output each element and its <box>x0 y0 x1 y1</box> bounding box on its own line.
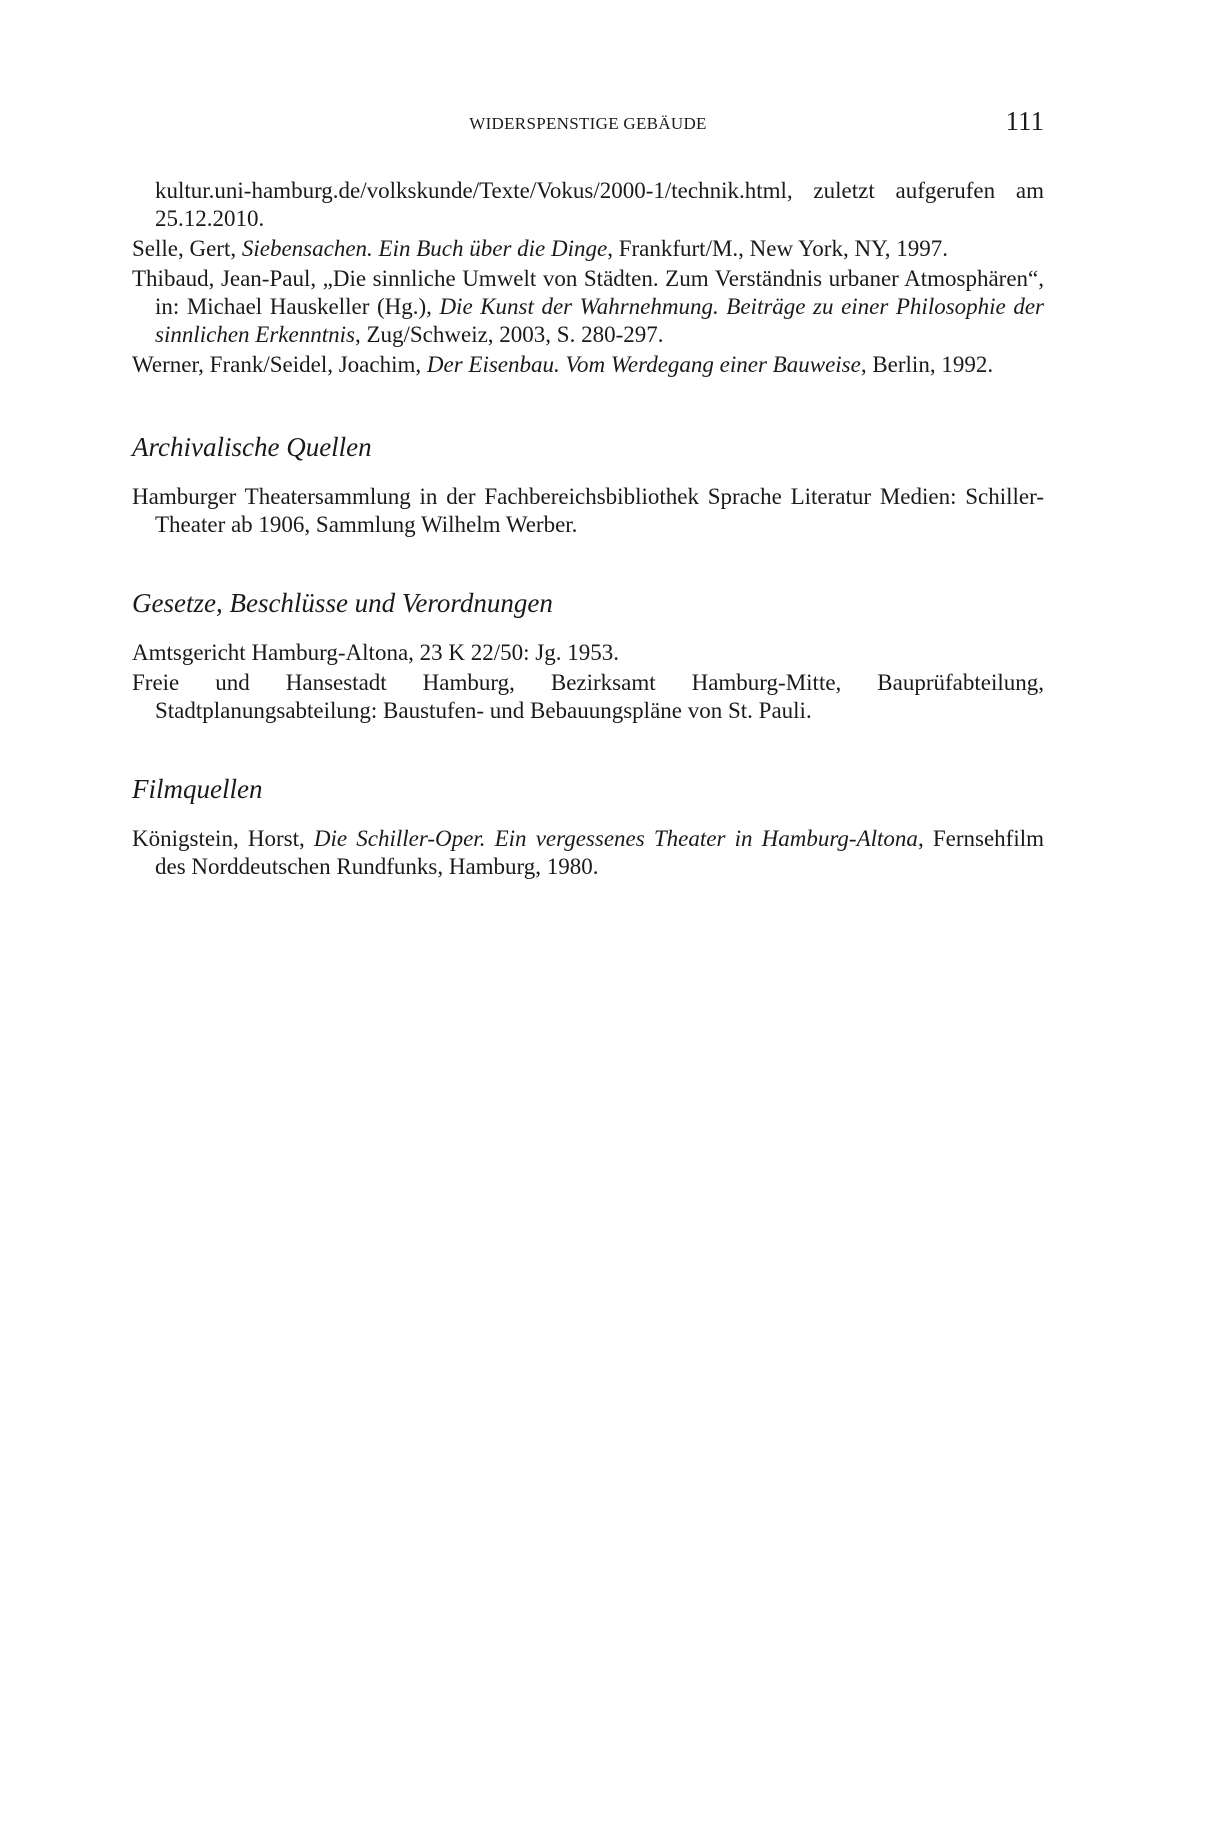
source-entry: Freie und Hansestadt Hamburg, Bezirksamt Hamburg-Mitte, Bauprüfabteilung, Stadtplanungsabteilung: Baustufen- und Bebauungspläne von St. Pauli. <box>132 670 1044 723</box>
section-heading-laws: Gesetze, Beschlüsse und Verordnungen <box>132 588 553 618</box>
bibliography-entry <box>132 235 1044 263</box>
source-entry <box>132 825 1044 881</box>
entry-publication: , Frankfurt/M., New York, NY, 1997. <box>607 236 948 261</box>
bibliography-entry <box>132 265 1044 349</box>
film-sources-list <box>132 825 1044 881</box>
source-entry: Amtsgericht Hamburg-Altona, 23 K 22/50: Jg. 1953. <box>132 640 619 665</box>
section-heading-archival-sources: Archivalische Quellen <box>132 432 372 462</box>
entry-title: Die Kunst der Wahrnehmung. Beiträge zu einer Philosophie der sinnlichen Erkenntnis <box>155 294 1044 347</box>
entry-author: Königstein, Horst, <box>132 826 314 851</box>
source-entry: Hamburger Theatersammlung in der Fachbereichsbibliothek Sprache Literatur Medien: Schiller-Theater ab 1906, Sammlung Wilhelm Werber. <box>132 484 1044 537</box>
running-title: WIDERSPENSTIGE GEBÄUDE <box>469 114 707 133</box>
entry-author: Werner, Frank/Seidel, Joachim, <box>132 352 427 377</box>
entry-title: Die Schiller-Oper. Ein vergessenes Theater in Hamburg-Altona <box>313 826 918 851</box>
page-number: 111 <box>1005 106 1044 136</box>
entry-text: kultur.uni-hamburg.de/volkskunde/Texte/Vokus/2000-1/technik.html, zuletzt aufgerufen am 25.12.2010. <box>155 178 1044 231</box>
entry-publication: , Zug/Schweiz, 2003, S. 280-297. <box>354 322 664 347</box>
bibliography-entry <box>132 351 1044 379</box>
entry-title: Siebensachen. Ein Buch über die Dinge <box>241 236 608 261</box>
entry-author: Selle, Gert, <box>132 236 242 261</box>
laws-list <box>132 639 1044 725</box>
bibliography-entry-continuation <box>132 177 1044 233</box>
entry-author: Thibaud, Jean-Paul, „Die sinnliche Umwelt von Städten. Zum Verständnis urbaner Atmosphären“, in: Michael Hauskeller (Hg.), <box>132 266 1044 319</box>
page-body <box>132 177 1044 883</box>
entry-title: Der Eisenbau. Vom Werdegang einer Bauweise <box>426 352 861 377</box>
archival-sources-list <box>132 483 1044 539</box>
bibliography-continued <box>132 177 1044 379</box>
section-heading-film-sources: Filmquellen <box>132 774 263 804</box>
running-header <box>132 108 1044 138</box>
entry-publication: , Berlin, 1992. <box>860 352 994 377</box>
entry-publication: , Fernsehfilm des Norddeutschen Rundfunks, Hamburg, 1980. <box>155 826 1044 879</box>
